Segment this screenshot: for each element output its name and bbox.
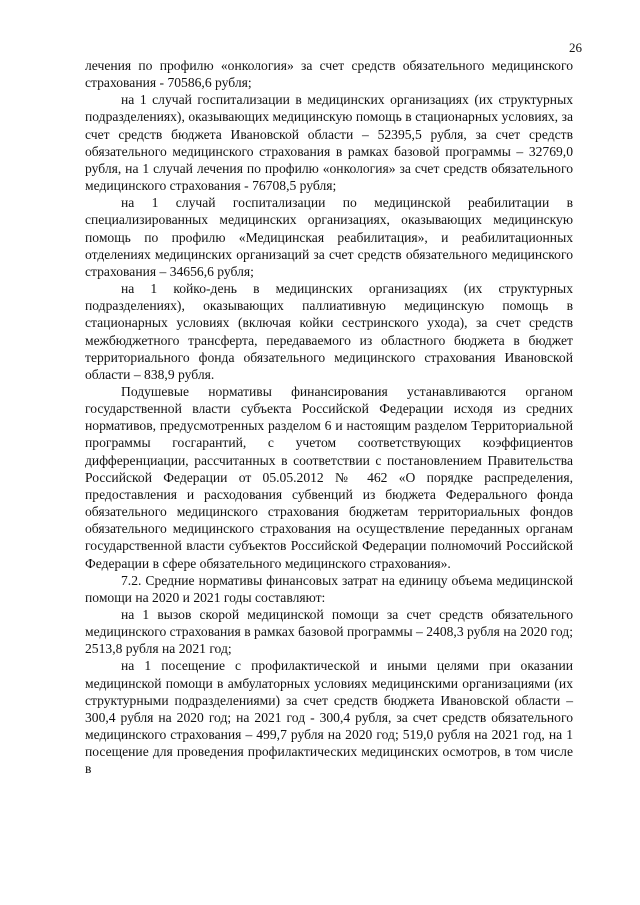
paragraph-oncology-treatment-cost: лечения по профилю «онкология» за счет средств обязательного медицинского страхования - 70586,6 рубля; <box>85 58 573 91</box>
paragraph-hospitalization-cost: на 1 случай госпитализации в медицинских организациях (их структурных подразделениях), оказывающих медицинскую помощь в стационарных условиях, за счет средств бюджета Ивановской области – 52395,5 рубля, за счет средств обязательного медицинского страхования в рамках базовой программы – 32769,0 рубля, на 1 случай лечения по профилю «онкология» за счет средств обязательного медицинского страхования - 76708,5 рубля; <box>85 92 573 194</box>
paragraph-section-7-2-heading: 7.2. Средние нормативы финансовых затрат на единицу объема медицинской помощи на 2020 и 2021 годы составляют: <box>85 572 573 605</box>
body-text <box>85 57 573 778</box>
paragraph-ambulance-call-cost: на 1 вызов скорой медицинской помощи за счет средств обязательного медицинского страхования в рамках базовой программы – 2408,3 рубля на 2020 год; 2513,8 рубля на 2021 год; <box>85 607 573 657</box>
paragraph-per-capita-standards: Подушевые нормативы финансирования устанавливаются органом государственной власти субъекта Российской Федерации исходя из средних нормативов, предусмотренных разделом 6 и настоящим разделом Территориальной программы госгарантий, с учетом соответствующих коэффициентов дифференциации, рассчитанных в соответствии с постановлением Правительства Российской Федерации от 05.05.2012 № 462 «О порядке распределения, предоставления и расходования субвенций из бюджета Федерального фонда обязательного медицинского страхования бюджетам территориальных фондов обязательного медицинского страхования на осуществление переданных органам государственной власти субъектов Российской Федерации полномочий Российской Федерации в сфере обязательного медицинского страхования». <box>85 383 573 571</box>
paragraph-palliative-bed-day-cost: на 1 койко-день в медицинских организациях (их структурных подразделениях), оказывающих паллиативную медицинскую помощь в стационарных условиях (включая койки сестринского ухода), за счет средств межбюджетного трансферта, передаваемого из областного бюджета в бюджет территориального фонда обязательного медицинского страхования Ивановской области – 838,9 рубля. <box>85 281 573 382</box>
paragraph-rehabilitation-cost: на 1 случай госпитализации по медицинской реабилитации в специализированных медицинских организациях, оказывающих медицинскую помощь по профилю «Медицинская реабилитация», и реабилитационных отделениях медицинских организаций за счет средств обязательного медицинского страхования – 34656,6 рубля; <box>85 195 573 279</box>
paragraph-outpatient-visit-cost: на 1 посещение с профилактической и иными целями при оказании медицинской помощи в амбулаторных условиях медицинскими организациями (их структурными подразделениями) за счет средств бюджета Ивановской области – 300,4 рубля на 2020 год; на 2021 год - 300,4 рубля, за счет средств обязательного медицинского страхования – 499,7 рубля на 2020 год; 519,0 рубля на 2021 год, на 1 посещение для проведения профилактических медицинских осмотров, в том числе в <box>85 658 573 777</box>
page-number: 26 <box>569 40 582 55</box>
